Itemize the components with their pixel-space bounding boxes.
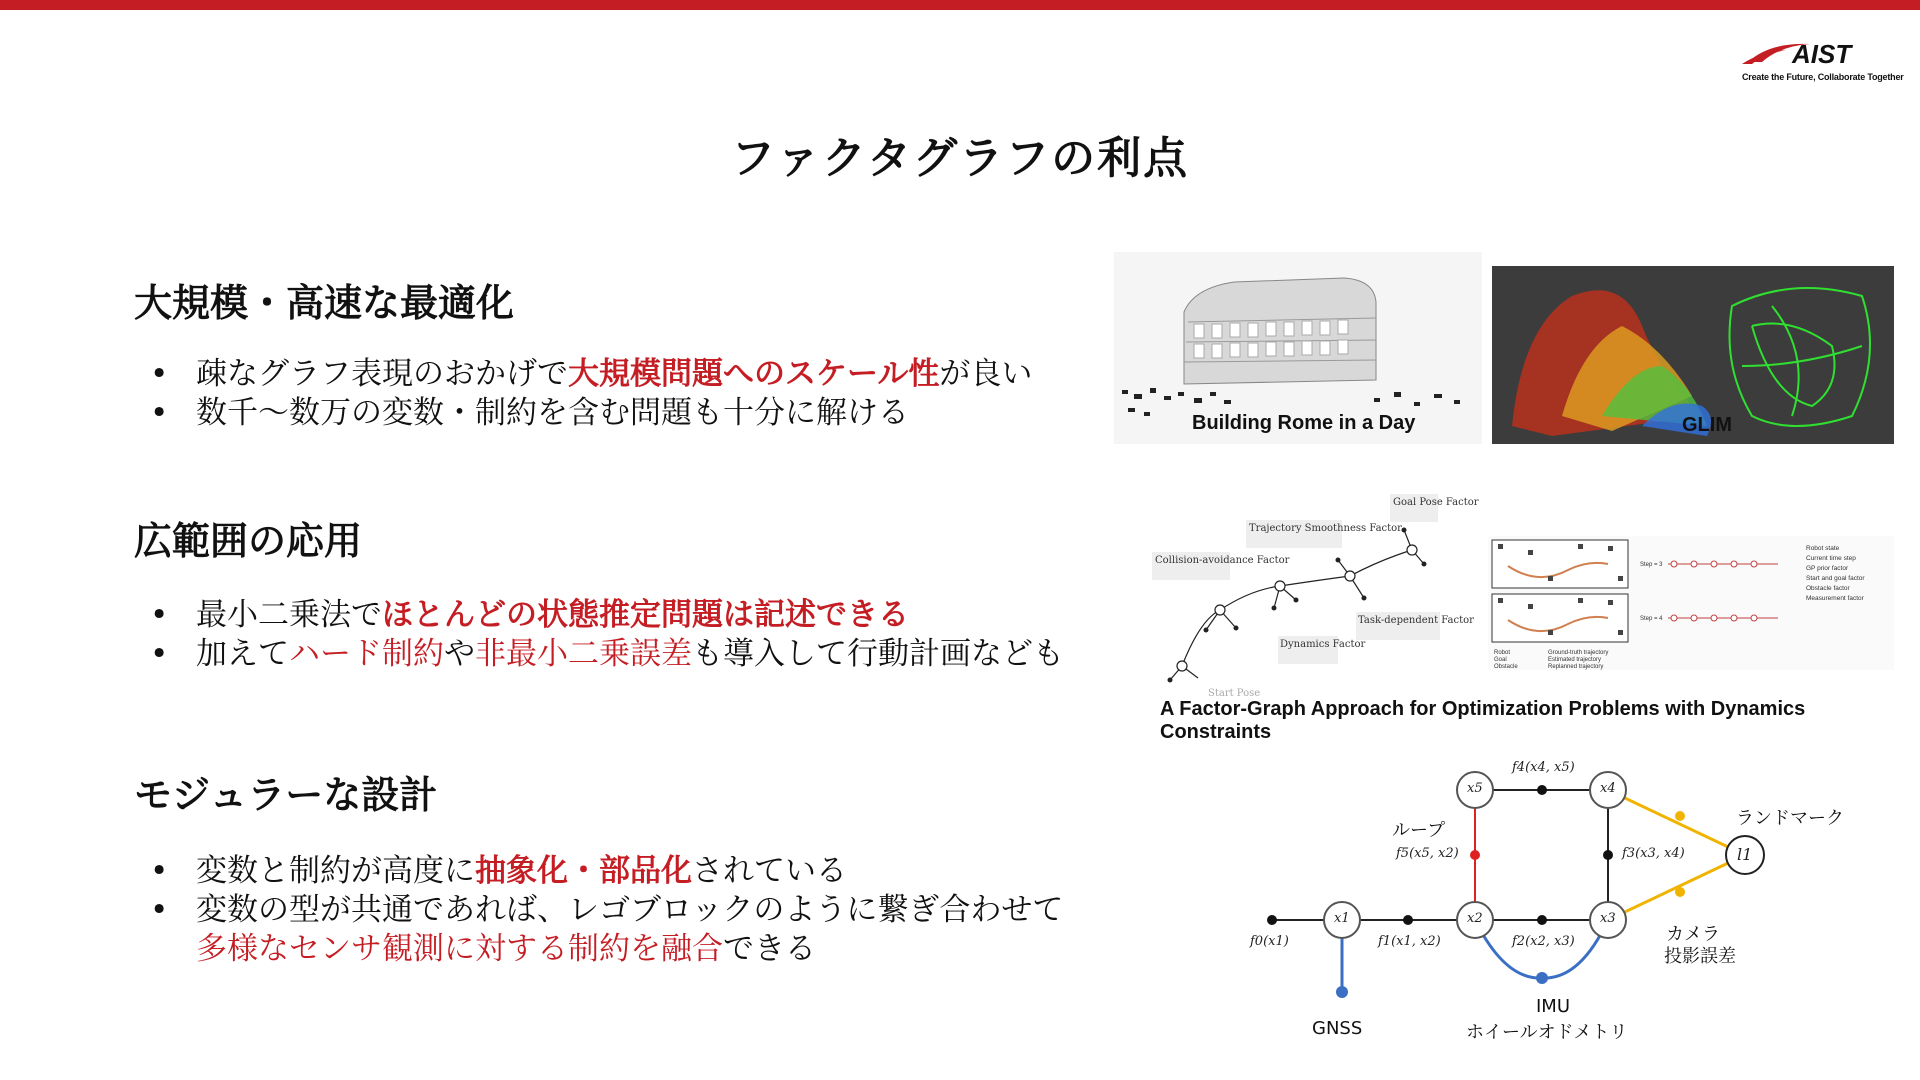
bullet-text: 加えて bbox=[196, 636, 289, 672]
bullet-emphasis: ほとんどの状態推定問題は記述できる bbox=[382, 597, 909, 633]
fg-label-start: Start Pose bbox=[1208, 688, 1261, 699]
fg-label-collision: Collision-avoidance Factor bbox=[1155, 555, 1290, 566]
bullet-dot: • bbox=[150, 853, 169, 889]
fg-label-trajectory: Trajectory Smoothness Factor bbox=[1249, 523, 1402, 534]
logo-tagline: Create the Future, Collaborate Together bbox=[1742, 72, 1904, 82]
bullet-text: が良い bbox=[939, 356, 1033, 392]
glim-caption: GLIM bbox=[1682, 414, 1732, 436]
label-imu: IMU bbox=[1536, 996, 1571, 1017]
bullet-dot: • bbox=[150, 892, 169, 928]
node-x2: x2 bbox=[1467, 911, 1483, 926]
list-item bbox=[150, 891, 1063, 930]
bullet-text: も導入して行動計画なども bbox=[692, 636, 1064, 672]
bullet-emphasis: 抽象化・部品化 bbox=[475, 853, 692, 889]
fg-legend2-obstacle: Obstacle bbox=[1494, 664, 1518, 670]
fg-legend2-robot: Robot bbox=[1494, 650, 1511, 656]
fg-legend-measurement: Measurement factor bbox=[1806, 595, 1864, 602]
top-accent-bar bbox=[0, 0, 1920, 10]
factor-f2: f2(x2, x3) bbox=[1512, 934, 1575, 949]
fg-label-task: Task-dependent Factor bbox=[1358, 615, 1474, 626]
section-heading-modular: モジュラーな設計 bbox=[134, 773, 438, 817]
page-title: ファクタグラフの利点 bbox=[730, 133, 1190, 184]
rome-caption: Building Rome in a Day bbox=[1192, 412, 1416, 434]
node-l1: l1 bbox=[1737, 845, 1753, 864]
node-x4: x4 bbox=[1600, 781, 1616, 796]
bullet-text: されている bbox=[692, 853, 847, 889]
bullet-text: 数千〜数万の変数・制約を含む問題も十分に解ける bbox=[196, 395, 909, 431]
factor-graph-trajectory-figure bbox=[1150, 490, 1479, 700]
node-x1: x1 bbox=[1334, 911, 1350, 926]
bullet-emphasis: 大規模問題へのスケール性 bbox=[568, 356, 940, 392]
factor-f4: f4(x4, x5) bbox=[1512, 760, 1575, 775]
label-loop: ループ bbox=[1392, 820, 1446, 841]
label-camera: カメラ bbox=[1666, 924, 1720, 945]
bullet-text: や bbox=[444, 636, 475, 672]
bullet-text: 疎なグラフ表現のおかげで bbox=[196, 356, 568, 392]
factor-graph-caption: A Factor-Graph Approach for Optimization Problems with Dynamics Constraints bbox=[1160, 698, 1806, 743]
fg-legend2-gt: Ground-truth trajectory bbox=[1548, 650, 1609, 656]
svg-text:AIST: AIST bbox=[1792, 39, 1852, 69]
bullet-text: できる bbox=[723, 931, 816, 967]
fg-legend2-replan: Replanned trajectory bbox=[1548, 664, 1604, 670]
section-heading-applications: 広範囲の応用 bbox=[134, 519, 363, 563]
bullet-text: 変数の型が共通であれば、レゴブロックのように繋ぎ合わせて bbox=[196, 892, 1064, 928]
factor-f3: f3(x3, x4) bbox=[1622, 846, 1685, 861]
list-item bbox=[150, 930, 1063, 969]
list-item bbox=[150, 596, 1064, 635]
fg-legend2-est: Estimated trajectory bbox=[1548, 657, 1602, 663]
bullet-dot: • bbox=[150, 636, 169, 672]
factor-f1: f1(x1, x2) bbox=[1378, 934, 1441, 949]
bullet-emphasis: 非最小二乗誤差 bbox=[475, 636, 692, 672]
fg-step-3: Step = 3 bbox=[1640, 562, 1663, 568]
diagram-edges bbox=[1230, 760, 1790, 1050]
fg-legend-gp-prior: GP prior factor bbox=[1806, 565, 1849, 572]
bullet-emphasis: 多様なセンサ観測に対する制約を融合 bbox=[196, 931, 723, 967]
label-camera-error: 投影誤差 bbox=[1664, 946, 1736, 967]
list-item bbox=[150, 355, 1032, 394]
fg-label-dynamics: Dynamics Factor bbox=[1280, 639, 1366, 650]
bullet-list-optimization bbox=[150, 355, 1032, 433]
bullet-dot: • bbox=[150, 395, 169, 431]
bullet-dot: • bbox=[150, 597, 169, 633]
fg-legend-robot-state: Robot state bbox=[1806, 545, 1840, 552]
fg-legend-start-goal: Start and goal factor bbox=[1806, 575, 1865, 582]
list-item bbox=[150, 394, 1032, 433]
bullet-emphasis: ハード制約 bbox=[289, 636, 444, 672]
factor-f0: f0(x1) bbox=[1250, 934, 1289, 949]
bullet-list-modular bbox=[150, 852, 1063, 969]
bullet-dot: • bbox=[150, 356, 169, 392]
fg-legend2-goal: Goal bbox=[1494, 657, 1507, 663]
planning-figure bbox=[1488, 536, 1894, 670]
list-item bbox=[150, 852, 1063, 891]
bullet-text: 変数と制約が高度に bbox=[196, 853, 475, 889]
node-x5: x5 bbox=[1467, 781, 1483, 796]
section-heading-optimization: 大規模・高速な最適化 bbox=[134, 281, 515, 325]
label-wheel-odometry: ホイールオドメトリ bbox=[1466, 1022, 1628, 1043]
label-landmark: ランドマーク bbox=[1736, 808, 1844, 829]
factor-f5: f5(x5, x2) bbox=[1396, 846, 1459, 861]
bullet-list-applications bbox=[150, 596, 1064, 674]
fg-legend-obstacle: Obstacle factor bbox=[1806, 585, 1850, 592]
factor-graph-diagram bbox=[1230, 760, 1844, 1050]
fg-step-4: Step = 4 bbox=[1640, 616, 1663, 622]
fg-legend-time-step: Current time step bbox=[1806, 555, 1856, 562]
fg-label-goal: Goal Pose Factor bbox=[1393, 497, 1479, 508]
node-x3: x3 bbox=[1600, 911, 1616, 926]
label-gnss: GNSS bbox=[1312, 1018, 1363, 1039]
bullet-text: 最小二乗法で bbox=[196, 597, 382, 633]
list-item bbox=[150, 635, 1064, 674]
